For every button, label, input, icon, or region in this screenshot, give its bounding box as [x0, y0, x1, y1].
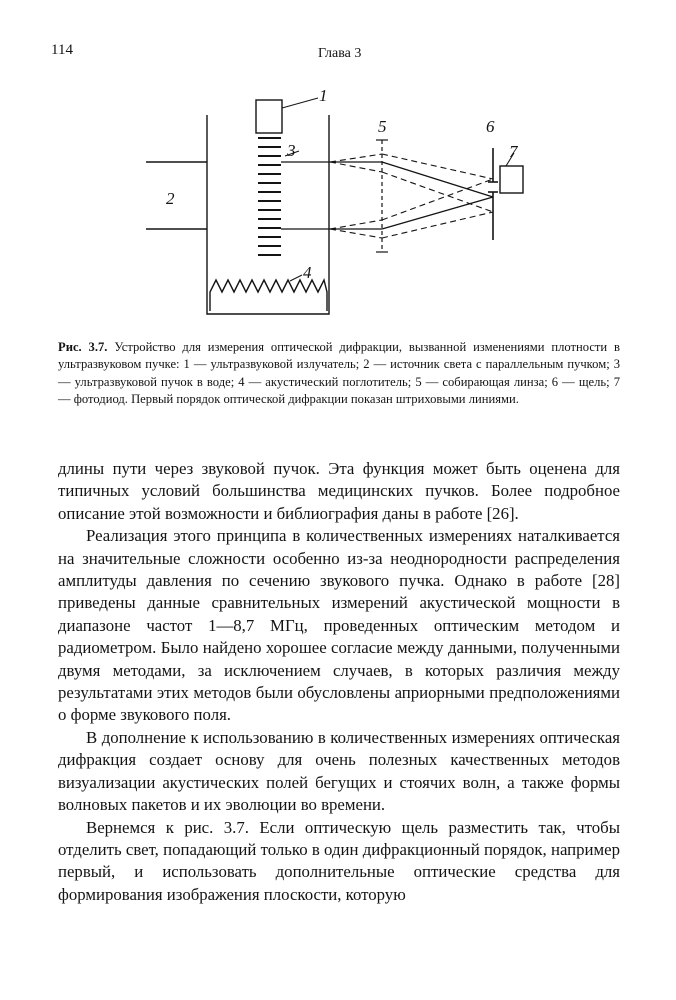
figure-diagram: [0, 0, 676, 340]
ultrasonic-emitter: [256, 100, 282, 133]
body-text: [58, 458, 620, 906]
chapter-title: Глава 3: [318, 46, 362, 61]
caption-label: Рис. 3.7.: [58, 340, 108, 354]
paragraph: Реализация этого принципа в количественных измерениях наталкивается на значительные сложности особенно из-за неоднородности распределения амплитуды давления по сечению звукового пучка. Однако в работе [28] приведены данные сравнительных измерений акустической мощности в диапазоне частот 1—8,7 МГц, проведенных оптическим методом и радиометром. Было найдено хорошее согласие между данными, полученными двумя методами, за исключением случаев, в которых различия между результатами этих методов были обусловлены априорными предположениями о форме звукового поля.: [58, 526, 620, 725]
caption-text: Устройство для измерения оптической дифракции, вызванной изменениями плотности в ультразвуковом пучке: 1 — ультразвуковой излучатель; 2 — источник света с параллельным пучком; 3 — ультразвуковой пучок в воде; 4 — акустический поглотитель; 5 — собирающая линза; 6 — щель; 7 — фотодиод. Первый порядок оптической дифракции показан штриховыми линиями.: [58, 340, 620, 407]
acoustic-absorber: [210, 280, 327, 311]
ultrasonic-beam: [258, 138, 281, 255]
label-4: 4: [303, 263, 312, 282]
label-5: 5: [378, 117, 387, 136]
paragraph: В дополнение к использованию в количественных измерениях оптическая дифракция создает основу для очень полезных качественных методов визуализации акустических полей бегущих и стоячих волн, а также формы волновых пакетов и их эволюции во времени.: [58, 727, 620, 815]
page-number: 114: [51, 42, 73, 58]
label-1: 1: [319, 86, 328, 105]
figure-caption: [58, 339, 620, 409]
photodiode: [500, 166, 523, 193]
label-3: 3: [287, 141, 296, 160]
label-2: 2: [166, 189, 175, 208]
label-7: 7: [509, 142, 518, 161]
paragraph: Вернемся к рис. 3.7. Если оптическую щель разместить так, чтобы отделить свет, попадающий только в один дифракционный порядок, например первый, и использовать дополнительные оптические средства для формирования изображения плоскости, которую: [58, 817, 620, 904]
paragraph: длины пути через звуковой пучок. Эта функция может быть оценена для типичных условий большинства медицинских пучков. Более подробное описание этой возможности и библиография даны в работе [26].: [58, 459, 620, 523]
label-6: 6: [486, 117, 495, 136]
